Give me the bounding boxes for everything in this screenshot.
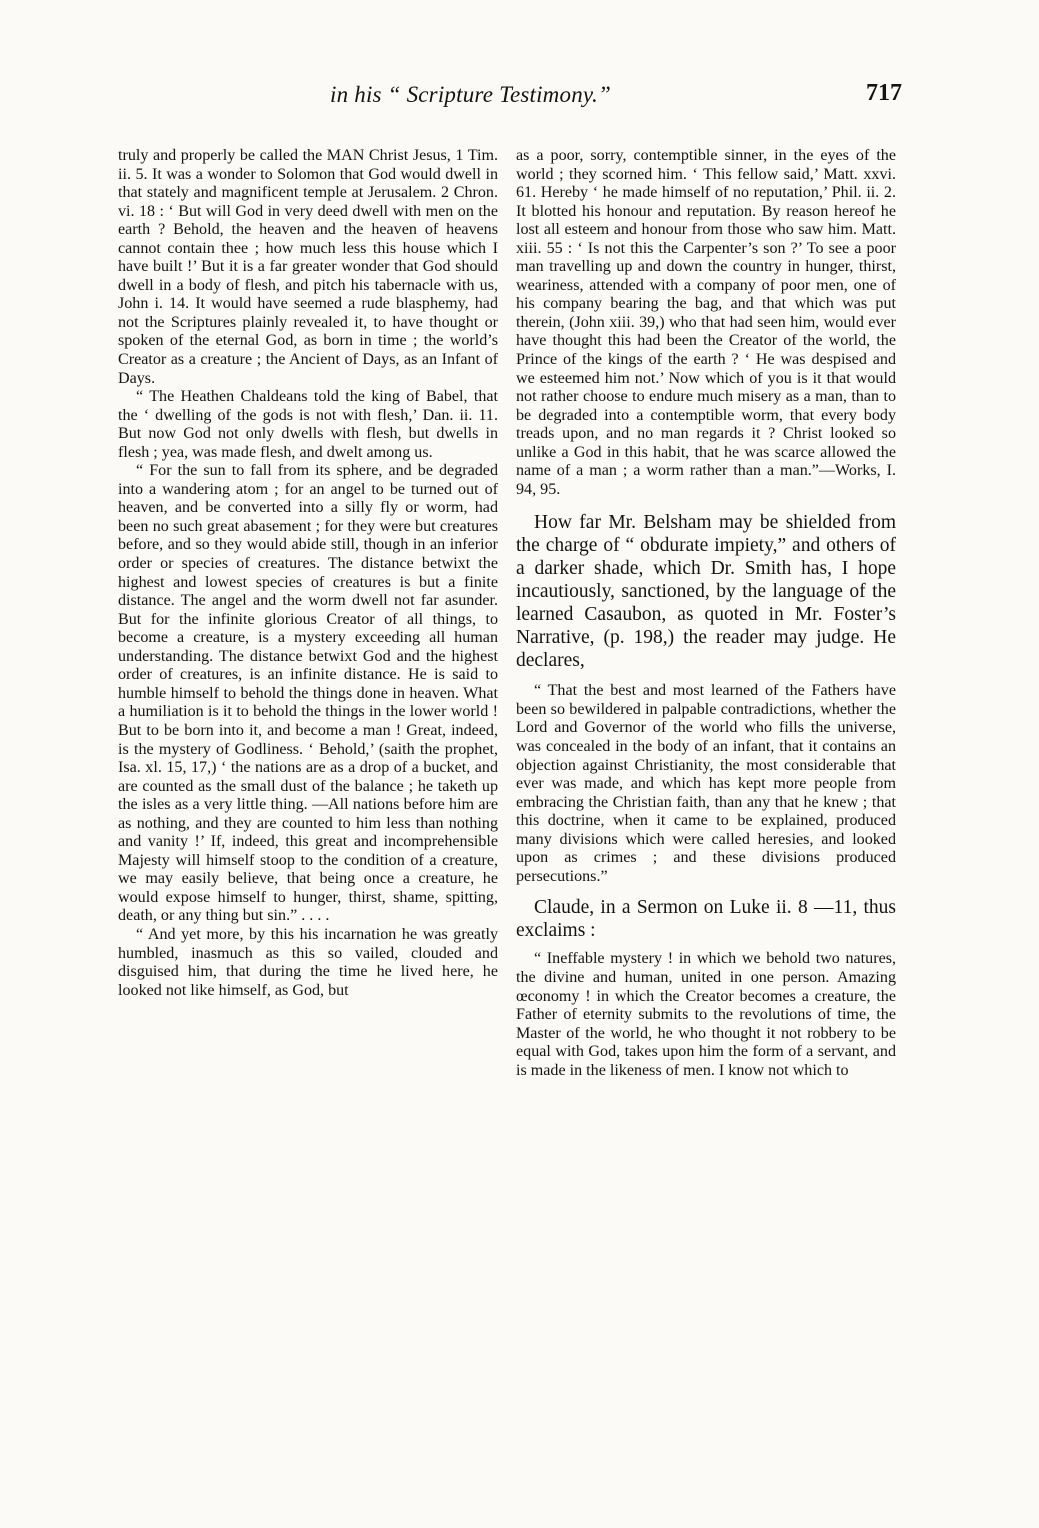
paragraph: “ Ineffable mystery ! in which we behold two natures, the divine and human, united in one person. Amazing œconomy ! in which the Creator becomes a creature, the Father of eternity submits to the revolutions of time, the Master of the world, he who thought it not robbery to be equal with God, takes upon him the form of a servant, and is made in the likeness of men. I know not which to — [516, 950, 896, 1079]
left-column — [118, 147, 498, 1000]
paragraph: “ The Heathen Chaldeans told the king of Babel, that the ‘ dwelling of the gods is not with flesh,’ Dan. ii. 11. But now God not only dwells with flesh, but dwells in flesh ; yea, was made flesh, and dwelt among us. — [118, 388, 498, 461]
paragraph: as a poor, sorry, contemptible sinner, in the eyes of the world ; they scorned him. ‘ This fellow said,’ Matt. xxvi. 61. Hereby ‘ he made himself of no reputation,’ Phil. ii. 2. It blotted his honour and reputation. By reason hereof he lost all esteem and honour from those who saw him. Matt. xiii. 55 : ‘ Is not this the Carpenter’s son ?’ To see a poor man travelling up and down the country in hunger, thirst, weariness, attended with a company of poor men, one of his company bearing the bag, and that which was put therein, (John xiii. 39,) who that had seen him, would ever have thought this had been the Creator of the world, the Prince of the kings of the earth ? ‘ He was despised and we esteemed him not.’ Now which of you is it that would not rather choose to endure much misery as a man, than to be degraded into a contemptible worm, that every body treads upon, and no man regards it ? Christ looked so unlike a God in this habit, that he was scarce allowed the name of a man ; a worm rather than a man.”—Works, I. 94, 95. — [516, 147, 896, 498]
paragraph: truly and properly be called the MAN Christ Jesus, 1 Tim. ii. 5. It was a wonder to Solomon that God would dwell in that stately and magnificent temple at Jerusalem. 2 Chron. vi. 18 : ‘ But will God in very deed dwell with men on the earth ? Behold, the heaven and the heaven of heavens cannot contain thee ; how much less this house which I have built !’ But it is a far greater wonder that God should dwell in a body of flesh, and pitch his tabernacle with us, John i. 14. It would have seemed a rude blasphemy, had not the Scriptures plainly revealed it, to have thought or spoken of the eternal God, as born in time ; the world’s Creator as a creature ; the Ancient of Days, as an Infant of Days. — [118, 147, 498, 387]
right-column — [516, 147, 896, 1080]
paragraph: “ For the sun to fall from its sphere, and be degraded into a wandering atom ; for an angel to be turned out of heaven, and be converted into a silly fly or worm, had been no such great abasement ; for they were but creatures before, and so they would abide still, though in an inferior order or species of creatures. The distance betwixt the highest and lowest species of creatures is but a finite distance. The angel and the worm dwell not far asunder. But for the infinite glorious Creator of all things, to become a creature, is a mystery exceeding all human understanding. The distance betwixt God and the highest order of creatures, is an infinite distance. He is said to humble himself to behold the things done in heaven. What a humiliation is it to behold the things in the lower world ! But to be born into it, and become a man ! Great, indeed, is the mystery of Godliness. ‘ Behold,’ (saith the prophet, Isa. xl. 15, 17,) ‘ the nations are as a drop of a bucket, and are counted as the small dust of the balance ; he taketh up the isles as a very little thing. —All nations before him are as nothing, and they are counted to him less than nothing and vanity !’ If, indeed, this great and incomprehensible Majesty will himself stoop to the condition of a creature, we may easily believe, that being once a creature, he would expose himself to hunger, thirst, shame, spitting, death, or any thing but sin.” . . . . — [118, 462, 498, 925]
paragraph: “ And yet more, by this his incarnation he was greatly humbled, inasmuch as this so vailed, clouded and disguised him, that during the time he lived here, he looked not like himself, as God, but — [118, 925, 498, 999]
page-number: 717 — [866, 80, 902, 106]
paragraph: How far Mr. Belsham may be shielded from the charge of “ obdurate impiety,” and others of a darker shade, which Dr. Smith has, I hope incautiously, sanctioned, by the language of the learned Casaubon, as quoted in Mr. Foster’s Narrative, (p. 198,) the reader may judge. He declares, — [516, 512, 896, 672]
paragraph: Claude, in a Sermon on Luke ii. 8 —11, thus exclaims : — [516, 897, 896, 942]
running-title: in his “ Scripture Testimony.” — [330, 82, 611, 107]
paragraph: “ That the best and most learned of the Fathers have been so bewildered in palpable contradictions, whether the Lord and Governor of the world who fills the universe, was concealed in the body of an infant, that it contains an objection against Christianity, the most considerable that ever was made, and which has kept more people from embracing the Christian faith, than any that he knew ; that this doctrine, when it came to be explained, produced many divisions which were called heresies, and looked upon as crimes ; and these divisions produced persecutions.” — [516, 682, 896, 885]
page-header — [120, 82, 910, 118]
